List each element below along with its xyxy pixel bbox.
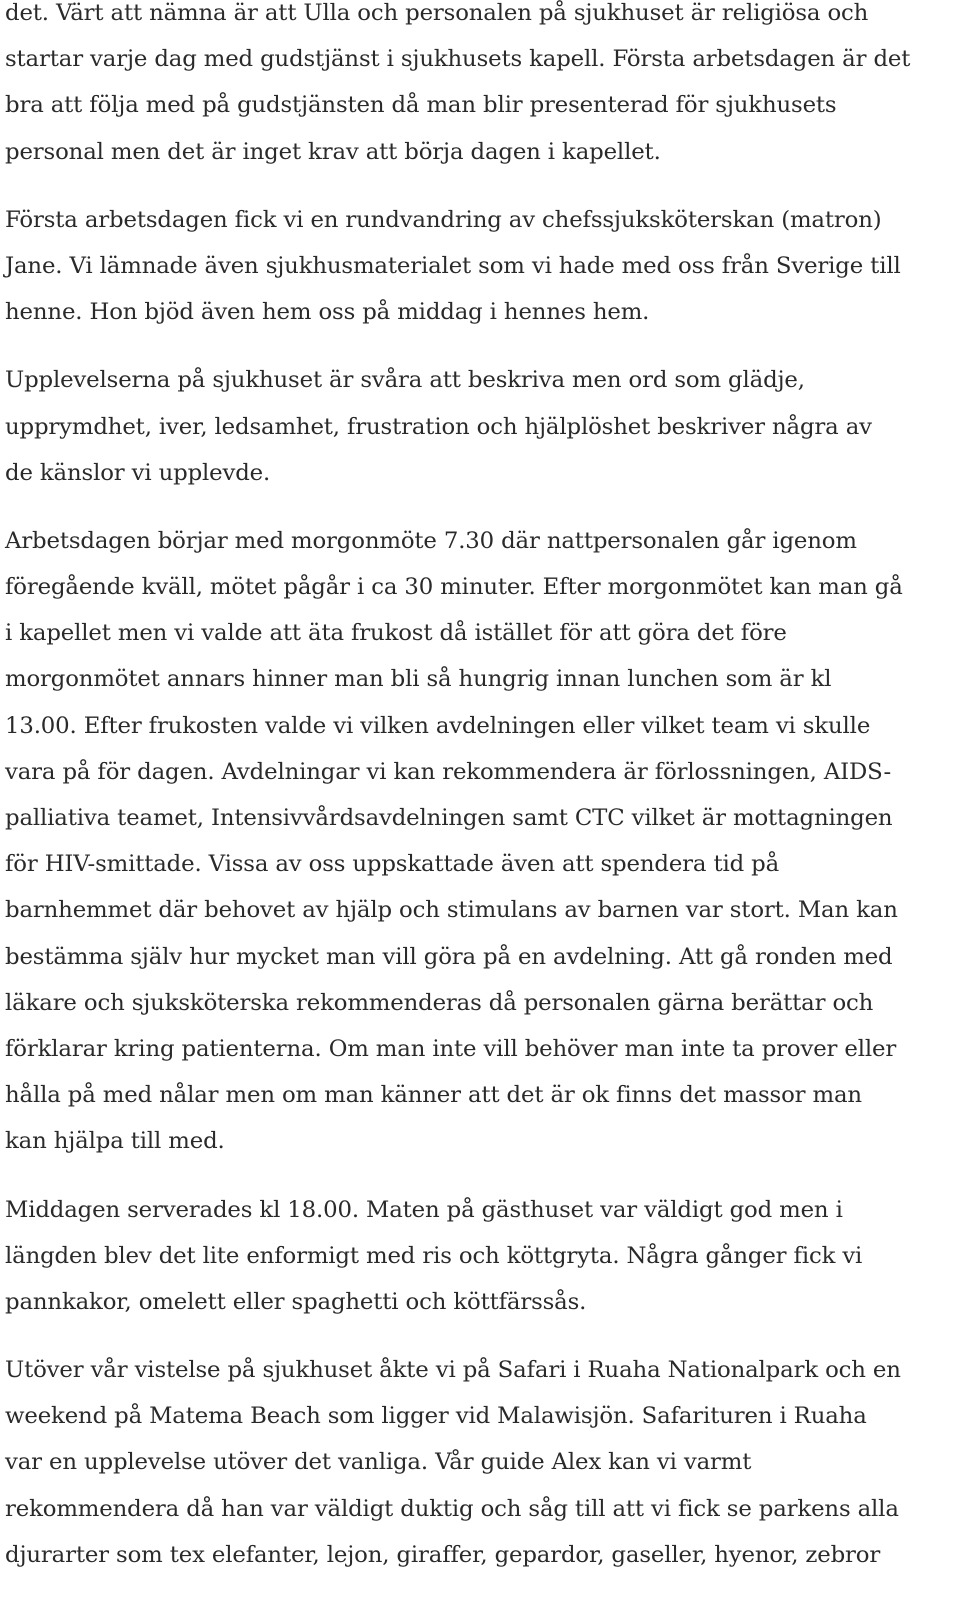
text-line: Utöver vår vistelse på sjukhuset åkte vi på Safari i Ruaha Nationalpark och en: [5, 1357, 901, 1384]
text-line: var en upplevelse utöver det vanliga. Vår guide Alex kan vi varmt: [5, 1449, 752, 1476]
text-line: morgonmötet annars hinner man bli så hungrig innan lunchen som är kl: [5, 666, 832, 693]
text-line: Jane. Vi lämnade även sjukhusmaterialet som vi hade med oss från Sverige till: [5, 252, 901, 279]
paragraph-safari: [5, 1347, 940, 1578]
text-line: bestämma själv hur mycket man vill göra på en avdelning. Att gå ronden med: [5, 943, 893, 970]
text-line: vara på för dagen. Avdelningar vi kan rekommendera är förlossningen, AIDS-: [5, 758, 891, 785]
paragraph-dinner: [5, 1187, 940, 1326]
text-line: palliativa teamet, Intensivvårdsavdelningen samt CTC vilket är mottagningen: [5, 805, 893, 831]
text-line: Middagen serverades kl 18.00. Maten på gästhuset var väldigt god men i: [5, 1196, 843, 1223]
text-line: henne. Hon bjöd även hem oss på middag i hennes hem.: [5, 299, 650, 326]
text-line: längden blev det lite enformigt med ris och köttgryta. Några gånger fick vi: [5, 1242, 863, 1269]
text-line: barnhemmet där behovet av hjälp och stimulans av barnen var stort. Man kan: [5, 897, 898, 924]
text-line: läkare och sjuksköterska rekommenderas då personalen gärna berättar och: [5, 989, 874, 1016]
paragraph-chapel: [5, 0, 940, 175]
text-line: för HIV-smittade. Vissa av oss uppskattade även att spendera tid på: [5, 851, 780, 878]
paragraph-workday: [5, 518, 940, 1165]
text-line: pannkakor, omelett eller spaghetti och köttfärssås.: [5, 1288, 587, 1315]
text-line: startar varje dag med gudstjänst i sjukhusets kapell. Första arbetsdagen är det: [5, 46, 911, 73]
text-line: weekend på Matema Beach som ligger vid Malawisjön. Safarituren i Ruaha: [5, 1403, 867, 1430]
paragraph-first-day: [5, 197, 940, 336]
paragraph-experiences: [5, 357, 940, 496]
text-line: hålla på med nålar men om man känner att det är ok finns det massor man: [5, 1082, 862, 1109]
text-line: personal men det är inget krav att börja dagen i kapellet.: [5, 138, 661, 165]
text-line: 13.00. Efter frukosten valde vi vilken avdelningen eller vilket team vi skulle: [5, 712, 871, 739]
text-line: kan hjälpa till med.: [5, 1128, 225, 1155]
text-line: det. Värt att nämna är att Ulla och personalen på sjukhuset är religiösa och: [5, 0, 869, 26]
text-line: Upplevelserna på sjukhuset är svåra att beskriva men ord som glädje,: [5, 367, 805, 394]
text-line: djurarter som tex elefanter, lejon, giraffer, gepardor, gaseller, hyenor, zebror: [5, 1541, 881, 1568]
text-line: bra att följa med på gudstjänsten då man blir presenterad för sjukhusets: [5, 92, 837, 119]
text-line: i kapellet men vi valde att äta frukost då istället för att göra det före: [5, 620, 787, 647]
text-line: Första arbetsdagen fick vi en rundvandring av chefssjuksköterskan (matron): [5, 206, 882, 233]
text-line: de känslor vi upplevde.: [5, 459, 271, 486]
text-line: Arbetsdagen börjar med morgonmöte 7.30 där nattpersonalen går igenom: [5, 527, 857, 554]
text-line: rekommendera då han var väldigt duktig och såg till att vi fick se parkens alla: [5, 1495, 899, 1522]
text-line: föregående kväll, mötet pågår i ca 30 minuter. Efter morgonmötet kan man gå: [5, 574, 903, 601]
document-body: [5, 0, 940, 1600]
text-line: förklarar kring patienterna. Om man inte vill behöver man inte ta prover eller: [5, 1035, 897, 1062]
text-line: upprymdhet, iver, ledsamhet, frustration och hjälplöshet beskriver några av: [5, 413, 872, 440]
